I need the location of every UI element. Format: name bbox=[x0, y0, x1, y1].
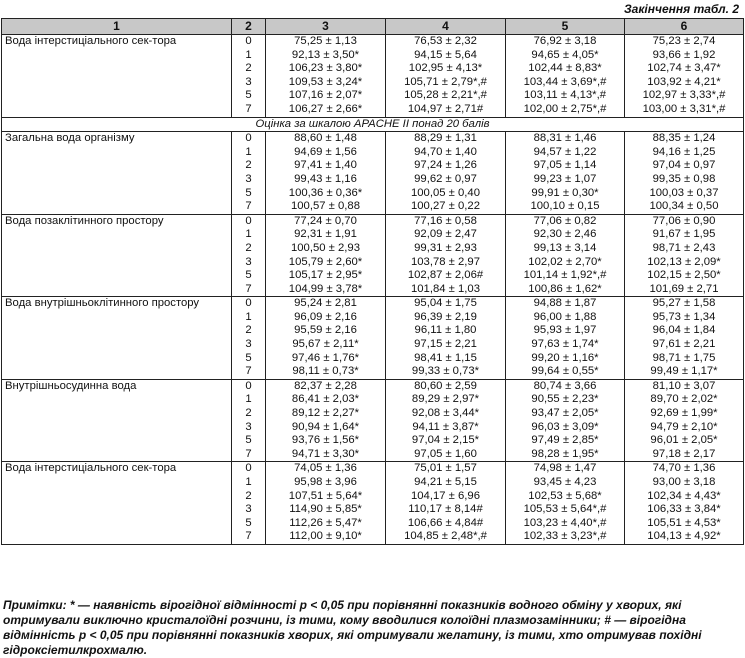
table-row bbox=[2, 517, 744, 531]
value-cell: 95,04 ± 1,75 bbox=[386, 297, 506, 311]
indicator-label bbox=[2, 146, 232, 160]
value-cell: 99,23 ± 1,07 bbox=[506, 173, 625, 187]
value-cell: 94,15 ± 5,64 bbox=[386, 49, 506, 63]
value-cell: 102,34 ± 4,43* bbox=[625, 490, 744, 504]
indicator-label bbox=[2, 490, 232, 504]
table-row bbox=[2, 103, 744, 117]
value-cell: 99,49 ± 1,17* bbox=[625, 365, 744, 379]
value-cell: 99,91 ± 0,30* bbox=[506, 187, 625, 201]
value-cell: 96,01 ± 2,05* bbox=[625, 434, 744, 448]
value-cell: 94,88 ± 1,87 bbox=[506, 297, 625, 311]
day-cell: 5 bbox=[232, 517, 266, 531]
header-row bbox=[2, 19, 744, 35]
value-cell: 114,90 ± 5,85* bbox=[266, 503, 386, 517]
table-row bbox=[2, 324, 744, 338]
day-cell: 3 bbox=[232, 256, 266, 270]
value-cell: 107,51 ± 5,64* bbox=[266, 490, 386, 504]
value-cell: 91,67 ± 1,95 bbox=[625, 228, 744, 242]
value-cell: 77,16 ± 0,58 bbox=[386, 214, 506, 228]
value-cell: 104,85 ± 2,48*,# bbox=[386, 530, 506, 544]
value-cell: 102,33 ± 3,23*,# bbox=[506, 530, 625, 544]
table-row bbox=[2, 393, 744, 407]
indicator-label: Вода внутрішньоклітинного простору bbox=[2, 297, 232, 311]
header-cell: 2 bbox=[232, 19, 266, 35]
indicator-label bbox=[2, 503, 232, 517]
table-row bbox=[2, 311, 744, 325]
value-cell: 103,92 ± 4,21* bbox=[625, 76, 744, 90]
indicator-label bbox=[2, 228, 232, 242]
indicator-label: Вода позаклітинного простору bbox=[2, 214, 232, 228]
value-cell: 99,31 ± 2,93 bbox=[386, 242, 506, 256]
value-cell: 76,92 ± 3,18 bbox=[506, 35, 625, 49]
day-cell: 1 bbox=[232, 228, 266, 242]
indicator-label bbox=[2, 187, 232, 201]
table-row bbox=[2, 173, 744, 187]
value-cell: 103,11 ± 4,13*,# bbox=[506, 89, 625, 103]
indicator-label bbox=[2, 352, 232, 366]
value-cell: 97,41 ± 1,40 bbox=[266, 159, 386, 173]
day-cell: 1 bbox=[232, 49, 266, 63]
day-cell: 7 bbox=[232, 448, 266, 462]
value-cell: 103,44 ± 3,69*,# bbox=[506, 76, 625, 90]
day-cell: 5 bbox=[232, 434, 266, 448]
value-cell: 81,10 ± 3,07 bbox=[625, 379, 744, 393]
value-cell: 77,06 ± 0,82 bbox=[506, 214, 625, 228]
value-cell: 82,37 ± 2,28 bbox=[266, 379, 386, 393]
value-cell: 110,17 ± 8,14# bbox=[386, 503, 506, 517]
value-cell: 92,09 ± 2,47 bbox=[386, 228, 506, 242]
indicator-label bbox=[2, 421, 232, 435]
value-cell: 89,29 ± 2,97* bbox=[386, 393, 506, 407]
value-cell: 104,17 ± 6,96 bbox=[386, 490, 506, 504]
value-cell: 101,69 ± 2,71 bbox=[625, 283, 744, 297]
value-cell: 100,03 ± 0,37 bbox=[625, 187, 744, 201]
table-row bbox=[2, 187, 744, 201]
value-cell: 75,23 ± 2,74 bbox=[625, 35, 744, 49]
day-cell: 2 bbox=[232, 159, 266, 173]
value-cell: 94,57 ± 1,22 bbox=[506, 146, 625, 160]
indicator-label bbox=[2, 283, 232, 297]
value-cell: 80,74 ± 3,66 bbox=[506, 379, 625, 393]
day-cell: 2 bbox=[232, 490, 266, 504]
value-cell: 102,53 ± 5,68* bbox=[506, 490, 625, 504]
table-row bbox=[2, 448, 744, 462]
day-cell: 7 bbox=[232, 365, 266, 379]
value-cell: 99,43 ± 1,16 bbox=[266, 173, 386, 187]
table-row bbox=[2, 35, 744, 49]
day-cell: 3 bbox=[232, 503, 266, 517]
value-cell: 95,67 ± 2,11* bbox=[266, 338, 386, 352]
value-cell: 98,28 ± 1,95* bbox=[506, 448, 625, 462]
value-cell: 102,15 ± 2,50* bbox=[625, 269, 744, 283]
indicator-label bbox=[2, 76, 232, 90]
day-cell: 0 bbox=[232, 297, 266, 311]
indicator-label bbox=[2, 365, 232, 379]
value-cell: 90,94 ± 1,64* bbox=[266, 421, 386, 435]
value-cell: 95,59 ± 2,16 bbox=[266, 324, 386, 338]
value-cell: 104,13 ± 4,92* bbox=[625, 530, 744, 544]
value-cell: 88,31 ± 1,46 bbox=[506, 132, 625, 146]
day-cell: 3 bbox=[232, 338, 266, 352]
value-cell: 105,51 ± 4,53* bbox=[625, 517, 744, 531]
value-cell: 77,24 ± 0,70 bbox=[266, 214, 386, 228]
table-row bbox=[2, 200, 744, 214]
indicator-label: Вода інтерстиціального сек-тора bbox=[2, 462, 232, 476]
table-note: Примітки: * — наявність вірогідної відмінності р < 0,05 при порівнянні показників водного обміну у хворих, які отримували виключно кристалоїдні розчини, із тими, кому вводилися колоїдні плазмозамінники; # — вірогідна відмінність р < 0,05 при порівнянні показників хворих, які отримували желатину, із тими, хто отримував похідні гідроксіетилкрохмалю. bbox=[3, 598, 702, 657]
table-row bbox=[2, 228, 744, 242]
table-row bbox=[2, 365, 744, 379]
indicator-label: Внутрішньосудинна вода bbox=[2, 379, 232, 393]
day-cell: 7 bbox=[232, 200, 266, 214]
value-cell: 105,28 ± 2,21*,# bbox=[386, 89, 506, 103]
indicator-label bbox=[2, 269, 232, 283]
indicator-label: Загальна вода організму bbox=[2, 132, 232, 146]
value-cell: 76,53 ± 2,32 bbox=[386, 35, 506, 49]
value-cell: 96,11 ± 1,80 bbox=[386, 324, 506, 338]
day-cell: 2 bbox=[232, 324, 266, 338]
value-cell: 93,66 ± 1,92 bbox=[625, 49, 744, 63]
value-cell: 74,70 ± 1,36 bbox=[625, 462, 744, 476]
value-cell: 95,24 ± 2,81 bbox=[266, 297, 386, 311]
value-cell: 96,04 ± 1,84 bbox=[625, 324, 744, 338]
table-row bbox=[2, 283, 744, 297]
header-cell: 1 bbox=[2, 19, 232, 35]
indicator-label bbox=[2, 89, 232, 103]
indicator-label bbox=[2, 324, 232, 338]
value-cell: 106,23 ± 3,80* bbox=[266, 62, 386, 76]
value-cell: 97,63 ± 1,74* bbox=[506, 338, 625, 352]
table-row bbox=[2, 256, 744, 270]
value-cell: 93,00 ± 3,18 bbox=[625, 476, 744, 490]
value-cell: 88,35 ± 1,24 bbox=[625, 132, 744, 146]
value-cell: 94,11 ± 3,87* bbox=[386, 421, 506, 435]
indicator-label bbox=[2, 242, 232, 256]
value-cell: 94,79 ± 2,10* bbox=[625, 421, 744, 435]
value-cell: 105,71 ± 2,79*,# bbox=[386, 76, 506, 90]
value-cell: 97,24 ± 1,26 bbox=[386, 159, 506, 173]
value-cell: 93,47 ± 2,05* bbox=[506, 407, 625, 421]
value-cell: 102,44 ± 8,83* bbox=[506, 62, 625, 76]
value-cell: 101,84 ± 1,03 bbox=[386, 283, 506, 297]
value-cell: 102,95 ± 4,13* bbox=[386, 62, 506, 76]
value-cell: 75,01 ± 1,57 bbox=[386, 462, 506, 476]
table-row bbox=[2, 159, 744, 173]
value-cell: 93,45 ± 4,23 bbox=[506, 476, 625, 490]
indicator-label bbox=[2, 173, 232, 187]
value-cell: 106,27 ± 2,66* bbox=[266, 103, 386, 117]
value-cell: 97,05 ± 1,60 bbox=[386, 448, 506, 462]
day-cell: 2 bbox=[232, 242, 266, 256]
value-cell: 100,57 ± 0,88 bbox=[266, 200, 386, 214]
value-cell: 99,64 ± 0,55* bbox=[506, 365, 625, 379]
indicator-label bbox=[2, 103, 232, 117]
value-cell: 106,33 ± 3,84* bbox=[625, 503, 744, 517]
day-cell: 0 bbox=[232, 132, 266, 146]
value-cell: 102,87 ± 2,06# bbox=[386, 269, 506, 283]
indicator-label bbox=[2, 530, 232, 544]
table-row bbox=[2, 379, 744, 393]
indicator-label bbox=[2, 434, 232, 448]
day-cell: 5 bbox=[232, 269, 266, 283]
indicator-label bbox=[2, 62, 232, 76]
value-cell: 96,03 ± 3,09* bbox=[506, 421, 625, 435]
value-cell: 99,20 ± 1,16* bbox=[506, 352, 625, 366]
value-cell: 88,29 ± 1,31 bbox=[386, 132, 506, 146]
value-cell: 80,60 ± 2,59 bbox=[386, 379, 506, 393]
indicator-label bbox=[2, 476, 232, 490]
table-row bbox=[2, 242, 744, 256]
day-cell: 0 bbox=[232, 462, 266, 476]
value-cell: 97,15 ± 2,21 bbox=[386, 338, 506, 352]
table-row bbox=[2, 490, 744, 504]
value-cell: 94,16 ± 1,25 bbox=[625, 146, 744, 160]
value-cell: 94,70 ± 1,40 bbox=[386, 146, 506, 160]
value-cell: 112,00 ± 9,10* bbox=[266, 530, 386, 544]
value-cell: 92,31 ± 1,91 bbox=[266, 228, 386, 242]
table-row bbox=[2, 503, 744, 517]
value-cell: 112,26 ± 5,47* bbox=[266, 517, 386, 531]
indicator-label: Вода інтерстиціального сек-тора bbox=[2, 35, 232, 49]
value-cell: 105,79 ± 2,60* bbox=[266, 256, 386, 270]
day-cell: 2 bbox=[232, 407, 266, 421]
value-cell: 94,71 ± 3,30* bbox=[266, 448, 386, 462]
value-cell: 98,71 ± 1,75 bbox=[625, 352, 744, 366]
row-group bbox=[2, 379, 744, 462]
indicator-label bbox=[2, 338, 232, 352]
value-cell: 92,08 ± 3,44* bbox=[386, 407, 506, 421]
value-cell: 100,27 ± 0,22 bbox=[386, 200, 506, 214]
data-table bbox=[1, 18, 744, 545]
value-cell: 100,05 ± 0,40 bbox=[386, 187, 506, 201]
header-cell: 3 bbox=[266, 19, 386, 35]
value-cell: 99,13 ± 3,14 bbox=[506, 242, 625, 256]
table-row bbox=[2, 89, 744, 103]
header-cell: 6 bbox=[625, 19, 744, 35]
table-row bbox=[2, 297, 744, 311]
value-cell: 95,73 ± 1,34 bbox=[625, 311, 744, 325]
table-row bbox=[2, 269, 744, 283]
value-cell: 100,34 ± 0,50 bbox=[625, 200, 744, 214]
value-cell: 88,60 ± 1,48 bbox=[266, 132, 386, 146]
value-cell: 100,36 ± 0,36* bbox=[266, 187, 386, 201]
value-cell: 89,70 ± 2,02* bbox=[625, 393, 744, 407]
value-cell: 100,50 ± 2,93 bbox=[266, 242, 386, 256]
day-cell: 7 bbox=[232, 530, 266, 544]
value-cell: 77,06 ± 0,90 bbox=[625, 214, 744, 228]
indicator-label bbox=[2, 407, 232, 421]
value-cell: 97,61 ± 2,21 bbox=[625, 338, 744, 352]
day-cell: 3 bbox=[232, 421, 266, 435]
value-cell: 89,12 ± 2,27* bbox=[266, 407, 386, 421]
value-cell: 102,13 ± 2,09* bbox=[625, 256, 744, 270]
indicator-label bbox=[2, 448, 232, 462]
value-cell: 102,97 ± 3,33*,# bbox=[625, 89, 744, 103]
indicator-label bbox=[2, 200, 232, 214]
value-cell: 74,05 ± 1,36 bbox=[266, 462, 386, 476]
value-cell: 94,21 ± 5,15 bbox=[386, 476, 506, 490]
value-cell: 98,11 ± 0,73* bbox=[266, 365, 386, 379]
value-cell: 95,98 ± 3,96 bbox=[266, 476, 386, 490]
table-row bbox=[2, 338, 744, 352]
value-cell: 99,35 ± 0,98 bbox=[625, 173, 744, 187]
table-row bbox=[2, 476, 744, 490]
row-group bbox=[2, 35, 744, 118]
day-cell: 7 bbox=[232, 103, 266, 117]
value-cell: 97,05 ± 1,14 bbox=[506, 159, 625, 173]
value-cell: 97,04 ± 2,15* bbox=[386, 434, 506, 448]
value-cell: 75,25 ± 1,13 bbox=[266, 35, 386, 49]
value-cell: 97,04 ± 0,97 bbox=[625, 159, 744, 173]
table-row bbox=[2, 434, 744, 448]
table-row bbox=[2, 214, 744, 228]
day-cell: 1 bbox=[232, 393, 266, 407]
indicator-label bbox=[2, 159, 232, 173]
value-cell: 97,49 ± 2,85* bbox=[506, 434, 625, 448]
value-cell: 105,53 ± 5,64*,# bbox=[506, 503, 625, 517]
value-cell: 103,23 ± 4,40*,# bbox=[506, 517, 625, 531]
day-cell: 3 bbox=[232, 173, 266, 187]
row-group bbox=[2, 214, 744, 297]
indicator-label bbox=[2, 311, 232, 325]
value-cell: 102,74 ± 3,47* bbox=[625, 62, 744, 76]
day-cell: 5 bbox=[232, 187, 266, 201]
day-cell: 7 bbox=[232, 283, 266, 297]
day-cell: 0 bbox=[232, 379, 266, 393]
value-cell: 104,99 ± 3,78* bbox=[266, 283, 386, 297]
value-cell: 103,78 ± 2,97 bbox=[386, 256, 506, 270]
table-row bbox=[2, 530, 744, 544]
table-row bbox=[2, 76, 744, 90]
day-cell: 0 bbox=[232, 35, 266, 49]
value-cell: 92,69 ± 1,99* bbox=[625, 407, 744, 421]
value-cell: 96,00 ± 1,88 bbox=[506, 311, 625, 325]
table-row bbox=[2, 407, 744, 421]
table-row bbox=[2, 62, 744, 76]
day-cell: 1 bbox=[232, 146, 266, 160]
value-cell: 96,09 ± 2,16 bbox=[266, 311, 386, 325]
table-row bbox=[2, 132, 744, 146]
day-cell: 1 bbox=[232, 476, 266, 490]
subheader-group bbox=[2, 117, 744, 132]
value-cell: 105,17 ± 2,95* bbox=[266, 269, 386, 283]
table-row bbox=[2, 49, 744, 63]
table-row bbox=[2, 146, 744, 160]
value-cell: 100,10 ± 0,15 bbox=[506, 200, 625, 214]
day-cell: 1 bbox=[232, 311, 266, 325]
row-group bbox=[2, 462, 744, 545]
value-cell: 102,00 ± 2,75*,# bbox=[506, 103, 625, 117]
value-cell: 74,98 ± 1,47 bbox=[506, 462, 625, 476]
value-cell: 98,71 ± 2,43 bbox=[625, 242, 744, 256]
value-cell: 106,66 ± 4,84# bbox=[386, 517, 506, 531]
value-cell: 94,65 ± 4,05* bbox=[506, 49, 625, 63]
row-group bbox=[2, 297, 744, 380]
day-cell: 2 bbox=[232, 62, 266, 76]
subheader-row bbox=[2, 117, 744, 132]
indicator-label bbox=[2, 393, 232, 407]
value-cell: 97,46 ± 1,76* bbox=[266, 352, 386, 366]
value-cell: 103,00 ± 3,31*,# bbox=[625, 103, 744, 117]
indicator-label bbox=[2, 517, 232, 531]
table-row bbox=[2, 352, 744, 366]
value-cell: 97,18 ± 2,17 bbox=[625, 448, 744, 462]
indicator-label bbox=[2, 256, 232, 270]
value-cell: 90,55 ± 2,23* bbox=[506, 393, 625, 407]
value-cell: 102,02 ± 2,70* bbox=[506, 256, 625, 270]
table-caption: Закінчення табл. 2 bbox=[623, 2, 739, 16]
day-cell: 5 bbox=[232, 352, 266, 366]
value-cell: 98,41 ± 1,15 bbox=[386, 352, 506, 366]
value-cell: 104,97 ± 2,71# bbox=[386, 103, 506, 117]
subheader-cell: Оцінка за шкалою APACHE II понад 20 балів bbox=[2, 117, 744, 132]
value-cell: 109,53 ± 3,24* bbox=[266, 76, 386, 90]
value-cell: 93,76 ± 1,56* bbox=[266, 434, 386, 448]
value-cell: 94,69 ± 1,56 bbox=[266, 146, 386, 160]
value-cell: 99,62 ± 0,97 bbox=[386, 173, 506, 187]
value-cell: 95,93 ± 1,97 bbox=[506, 324, 625, 338]
value-cell: 107,16 ± 2,07* bbox=[266, 89, 386, 103]
indicator-label bbox=[2, 49, 232, 63]
value-cell: 92,13 ± 3,50* bbox=[266, 49, 386, 63]
table-row bbox=[2, 421, 744, 435]
value-cell: 92,30 ± 2,46 bbox=[506, 228, 625, 242]
value-cell: 86,41 ± 2,03* bbox=[266, 393, 386, 407]
value-cell: 100,86 ± 1,62* bbox=[506, 283, 625, 297]
day-cell: 0 bbox=[232, 214, 266, 228]
value-cell: 95,27 ± 1,58 bbox=[625, 297, 744, 311]
table-row bbox=[2, 462, 744, 476]
day-cell: 5 bbox=[232, 89, 266, 103]
value-cell: 99,33 ± 0,73* bbox=[386, 365, 506, 379]
value-cell: 101,14 ± 1,92*,# bbox=[506, 269, 625, 283]
day-cell: 3 bbox=[232, 76, 266, 90]
header-cell: 4 bbox=[386, 19, 506, 35]
header-cell: 5 bbox=[506, 19, 625, 35]
value-cell: 96,39 ± 2,19 bbox=[386, 311, 506, 325]
row-group bbox=[2, 132, 744, 215]
